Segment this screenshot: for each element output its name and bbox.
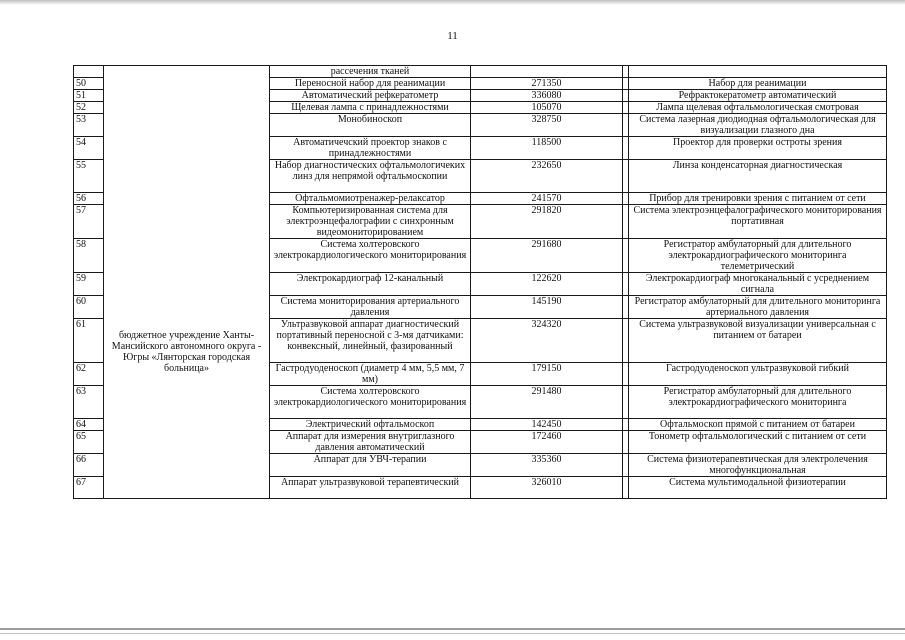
device-type-cell: Рефрактокератометр автоматический (629, 90, 887, 102)
code-cell: 118500 (471, 137, 623, 160)
device-name-cell: Офтальмомиотренажер-релаксатор (270, 193, 471, 205)
row-number-cell: 62 (74, 363, 104, 386)
row-number-cell: 63 (74, 386, 104, 419)
code-cell: 241570 (471, 193, 623, 205)
device-name-cell: рассечения тканей (270, 66, 471, 78)
device-name-cell: Автоматический рефкератометр (270, 90, 471, 102)
row-number-cell: 53 (74, 114, 104, 137)
code-cell: 324320 (471, 319, 623, 363)
row-number-cell: 51 (74, 90, 104, 102)
code-cell: 172460 (471, 431, 623, 454)
row-number-cell: 56 (74, 193, 104, 205)
row-number-cell: 54 (74, 137, 104, 160)
code-cell: 291680 (471, 239, 623, 273)
device-name-cell: Электрокардиограф 12-канальный (270, 273, 471, 296)
device-type-cell: Прибор для тренировки зрения с питанием от сети (629, 193, 887, 205)
device-name-cell: Гастродуоденоскоп (диаметр 4 мм, 5,5 мм, 7 мм) (270, 363, 471, 386)
device-type-cell: Офтальмоскоп прямой с питанием от батареи (629, 419, 887, 431)
code-cell: 335360 (471, 454, 623, 477)
device-name-cell: Система холтеровского электрокардиологического мониторирования (270, 386, 471, 419)
device-name-cell: Компьютеризированная система для электроэнцефалографии с синхронным видеомониторированием (270, 205, 471, 239)
device-type-cell: Тонометр офтальмологический с питанием от сети (629, 431, 887, 454)
device-type-cell: Электрокардиограф многоканальный с усреднением сигнала (629, 273, 887, 296)
device-name-cell: Набор диагностических офтальмологичеких линз для непрямой офтальмоскопии (270, 160, 471, 193)
code-cell: 145190 (471, 296, 623, 319)
row-number-cell: 60 (74, 296, 104, 319)
row-number-cell: 59 (74, 273, 104, 296)
code-cell: 122620 (471, 273, 623, 296)
organization-name: бюджетное учреждение Ханты-Мансийского автономного округа - Югры «Лянторская городская больница» (111, 330, 262, 374)
scan-bottom-edge-secondary (0, 633, 905, 634)
device-type-cell: Проектор для проверки остроты зрения (629, 137, 887, 160)
code-cell: 328750 (471, 114, 623, 137)
device-type-cell: Линза конденсаторная диагностическая (629, 160, 887, 193)
device-type-cell: Регистратор амбулаторный для длительного электрокардиографического мониторинга (629, 386, 887, 419)
device-name-cell: Ультразвуковой аппарат диагностический портативный переносной с 3-мя датчиками: конвексный, линейный, фазированный (270, 319, 471, 363)
row-number-cell: 57 (74, 205, 104, 239)
device-type-cell: Лампа щелевая офтальмологическая смотровая (629, 102, 887, 114)
row-number-cell: 64 (74, 419, 104, 431)
code-cell: 326010 (471, 477, 623, 499)
code-cell: 142450 (471, 419, 623, 431)
code-cell (471, 66, 623, 78)
code-cell: 291820 (471, 205, 623, 239)
row-number-cell: 61 (74, 319, 104, 363)
device-type-cell: Набор для реанимации (629, 78, 887, 90)
code-cell: 271350 (471, 78, 623, 90)
row-number-cell (74, 66, 104, 78)
page-number: 11 (447, 30, 458, 42)
row-number-cell: 52 (74, 102, 104, 114)
organization-cell (104, 66, 270, 499)
row-number-cell: 67 (74, 477, 104, 499)
row-number-cell: 55 (74, 160, 104, 193)
row-number-cell: 58 (74, 239, 104, 273)
device-name-cell: Щелевая лампа с принадлежностями (270, 102, 471, 114)
row-number-cell: 66 (74, 454, 104, 477)
equipment-table (73, 65, 887, 499)
row-number-cell: 50 (74, 78, 104, 90)
scan-top-edge (0, 0, 905, 5)
device-name-cell: Электрический офтальмоскоп (270, 419, 471, 431)
code-cell: 105070 (471, 102, 623, 114)
device-type-cell: Система ультразвуковой визуализации универсальная с питанием от батареи (629, 319, 887, 363)
device-name-cell: Автоматичечский проектор знаков с принадлежностями (270, 137, 471, 160)
device-name-cell: Аппарат для УВЧ-терапии (270, 454, 471, 477)
device-type-cell: Система мультимодальной физиотерапии (629, 477, 887, 499)
code-cell: 291480 (471, 386, 623, 419)
device-type-cell: Регистратор амбулаторный для длительного мониторинга артериального давления (629, 296, 887, 319)
code-cell: 232650 (471, 160, 623, 193)
row-number-cell: 65 (74, 431, 104, 454)
device-name-cell: Монобиноскоп (270, 114, 471, 137)
device-name-cell: Система холтеровского электрокардиологического мониторирования (270, 239, 471, 273)
device-name-cell: Переносной набор для реанимации (270, 78, 471, 90)
table-row (74, 66, 887, 78)
device-name-cell: Система мониторирования артериального давления (270, 296, 471, 319)
device-type-cell: Система лазерная диодиодная офтальмологическая для визуализации глазного дна (629, 114, 887, 137)
device-type-cell: Система электроэнцефалографического мониторирования портативная (629, 205, 887, 239)
device-type-cell: Система физиотерапевтическая для электролечения многофункциональная (629, 454, 887, 477)
device-type-cell: Гастродуоденоскоп ультразвуковой гибкий (629, 363, 887, 386)
code-cell: 336080 (471, 90, 623, 102)
code-cell: 179150 (471, 363, 623, 386)
device-name-cell: Аппарат ультразвуковой терапевтический (270, 477, 471, 499)
device-name-cell: Аппарат для измерения внутриглазного давления автоматический (270, 431, 471, 454)
scan-bottom-edge (0, 628, 905, 630)
device-type-cell: Регистратор амбулаторный для длительного электрокардиографического мониторинга телеметрический (629, 239, 887, 273)
device-type-cell (629, 66, 887, 78)
